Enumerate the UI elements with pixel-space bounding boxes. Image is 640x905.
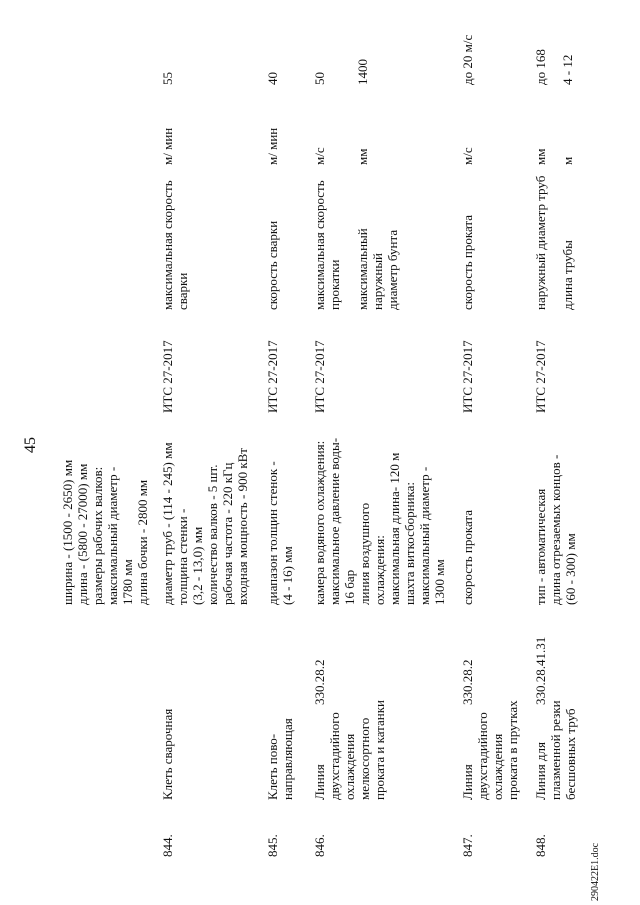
text-line: Линия (460, 764, 475, 800)
text-line: двухстадийного (475, 712, 490, 800)
text-line: плазменной резки (548, 700, 563, 800)
its-reference: ИТС 27-2017 (533, 340, 548, 413)
text-line: толщина стенки - (175, 508, 190, 605)
text-line: тип - автоматическая (533, 488, 548, 605)
parameter-unit: м/ мин (160, 127, 175, 165)
text-line: (4 - 16) мм (280, 546, 295, 605)
equipment-name (265, 675, 295, 800)
text-line: проката в прутках (505, 700, 520, 800)
parameter-value: 4 - 12 (560, 54, 575, 85)
parameter-value: до 168 (533, 49, 548, 85)
row-number: 848. (533, 834, 548, 857)
row-number: 845. (265, 834, 280, 857)
row-number: 847. (460, 834, 475, 857)
parameter-unit: мм (533, 148, 548, 165)
text-line: камера водяного охлаждения: (312, 440, 327, 605)
text-line: длина бочки - 2800 мм (135, 479, 150, 605)
text-line: диаметр труб - (114 - 245) мм (160, 442, 175, 605)
characteristics (265, 435, 295, 605)
its-reference: ИТС 27-2017 (460, 340, 475, 413)
text-line: направляющая (280, 718, 295, 800)
characteristics (312, 435, 447, 605)
document-footer: 290422E1.doc (590, 842, 601, 901)
text-line: Клеть пово- (265, 733, 280, 800)
text-line: охлаждения (490, 733, 505, 800)
text-line: шахта виткосборника: (402, 481, 417, 605)
text-line: максимальное давление воды- (327, 437, 342, 605)
text-line: ширина - (1500 - 2650) мм (60, 459, 75, 605)
text-line: проката и катанки (372, 700, 387, 800)
text-line: сварки (175, 272, 190, 310)
text-line: Клеть сварочная (160, 708, 175, 800)
text-line: 1300 мм (432, 559, 447, 605)
text-line: Линия (312, 764, 327, 800)
equipment-code: 330.28.2 (312, 659, 327, 705)
text-line: максимальный наружный (355, 228, 385, 310)
its-reference: ИТС 27-2017 (265, 340, 280, 413)
equipment-code: 330.28.41.31 (533, 636, 548, 705)
equipment-name (160, 675, 175, 800)
text-line: наружный диаметр труб (533, 175, 548, 310)
parameter-name (560, 175, 575, 310)
characteristics (460, 435, 475, 605)
text-line: бесшовных труб (563, 708, 578, 800)
text-line: скорость сварки (265, 220, 280, 310)
parameter-unit: м/ мин (265, 127, 280, 165)
text-line: линия воздушного (357, 502, 372, 605)
row-number: 844. (160, 834, 175, 857)
parameter-value: 40 (265, 72, 280, 85)
text-line: количество валков - 5 шт. (205, 464, 220, 605)
text-line: Линия для (533, 742, 548, 800)
parameter-value: 50 (312, 72, 327, 85)
text-line: длина отрезаемых концов - (548, 454, 563, 605)
characteristics (533, 435, 578, 605)
row-number: 846. (312, 834, 327, 857)
text-line: входная мощность - 900 кВт (235, 448, 250, 605)
text-line: скорость проката (460, 510, 475, 605)
text-line: максимальная скорость (160, 180, 175, 310)
text-line: охлаждения: (372, 535, 387, 605)
text-line: мелкосортного (357, 717, 372, 800)
parameter-name (265, 175, 280, 310)
text-line: 1780 мм (120, 559, 135, 605)
parameter-value: до 20 м/с (460, 34, 475, 85)
text-line: максимальная скорость (312, 180, 327, 310)
text-line: размеры рабочих валков: (90, 466, 105, 605)
page-number: 45 (22, 437, 39, 453)
parameter-unit: м (560, 156, 575, 165)
characteristics (160, 435, 250, 605)
parameter-name (312, 175, 342, 310)
parameter-value: 55 (160, 72, 175, 85)
text-line: прокатки (327, 259, 342, 310)
text-line: диапазон толщин стенок - (265, 461, 280, 605)
text-line: (60 - 300) мм (563, 533, 578, 605)
continuation-characteristics (60, 435, 150, 605)
text-line: диаметр бунта (385, 229, 400, 310)
text-line: охлаждения (342, 733, 357, 800)
text-line: 16 бар (342, 569, 357, 605)
text-line: рабочая частота - 220 кГц (220, 462, 235, 605)
its-reference: ИТС 27-2017 (312, 340, 327, 413)
parameter-name (160, 175, 190, 310)
text-line: максимальный диаметр - (417, 466, 432, 605)
its-reference: ИТС 27-2017 (160, 340, 175, 413)
text-line: максимальный диаметр - (105, 466, 120, 605)
parameter-value: 1400 (355, 59, 370, 85)
parameter-name (355, 175, 400, 310)
equipment-code: 330.28.2 (460, 659, 475, 705)
text-line: длина трубы (560, 240, 575, 310)
text-line: (3,2 - 13,0) мм (190, 526, 205, 605)
text-line: двухстадийного (327, 712, 342, 800)
text-line: длина - (5800 - 27000) мм (75, 463, 90, 605)
parameter-unit: м/с (460, 147, 475, 165)
text-line: максимальная длина- 120 м (387, 452, 402, 605)
parameter-name (460, 175, 475, 310)
parameter-name (533, 175, 548, 310)
parameter-unit: м/с (312, 147, 327, 165)
text-line: скорость проката (460, 215, 475, 310)
parameter-unit: мм (355, 148, 370, 165)
